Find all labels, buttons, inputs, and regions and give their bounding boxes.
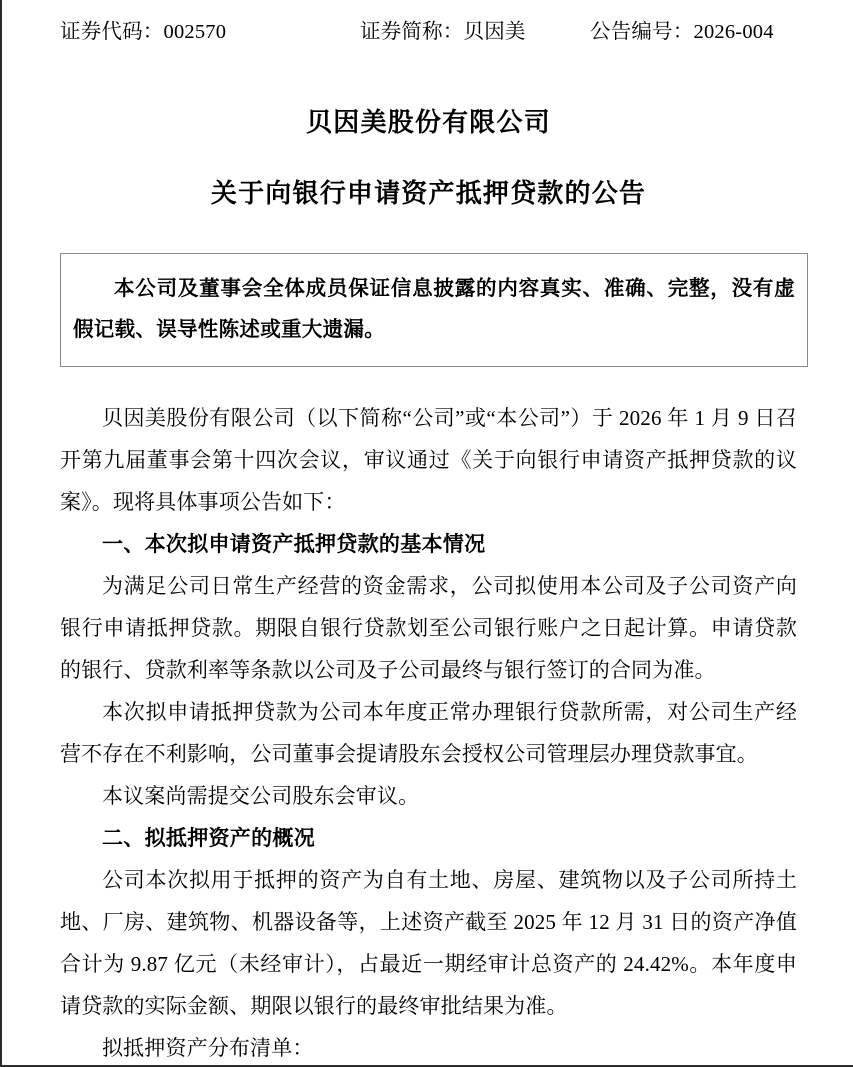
section-heading-one: 一、本次拟申请资产抵押贷款的基本情况 <box>102 532 486 556</box>
announcement-title: 关于向银行申请资产抵押贷款的公告 <box>210 179 647 208</box>
security-abbreviation-field: 证券简称：贝因美 <box>360 21 526 43</box>
document-header-row <box>60 0 797 44</box>
disclaimer-text: 本公司及董事会全体成员保证信息披露的内容真实、准确、完整，没有虚假记载、误导性陈述或重大遗漏。 <box>73 276 795 341</box>
announcement-number-field: 公告编号：2026-004 <box>590 21 774 43</box>
company-name-title: 贝因美股份有限公司 <box>306 108 551 137</box>
section-one-paragraph-2: 本次拟申请抵押贷款为公司本年度正常办理银行贷款所需，对公司生产经营不存在不利影响，公司董事会提请股东会授权公司管理层办理贷款事宜。 <box>60 700 797 766</box>
security-code-field: 证券代码：002570 <box>60 21 227 43</box>
section-one-paragraph-3: 本议案尚需提交公司股东会审议。 <box>102 784 420 808</box>
section-two-paragraph-2: 拟抵押资产分布清单： <box>102 1036 314 1060</box>
document-body <box>60 397 797 1067</box>
disclaimer-box <box>60 253 808 367</box>
intro-paragraph: 贝因美股份有限公司（以下简称“公司”或“本公司”）于 2026 年 1 月 9 日召开第九届董事会第十四次会议，审议通过《关于向银行申请资产抵押贷款的议案》。现将具体事项公告如下： <box>60 406 797 514</box>
page-content <box>60 0 797 1067</box>
section-heading-two: 二、拟抵押资产的概况 <box>102 826 315 850</box>
section-two-paragraph-1: 公司本次拟用于抵押的资产为自有土地、房屋、建筑物以及子公司所持土地、厂房、建筑物、机器设备等，上述资产截至 2025 年 12 月 31 日的资产净值合计为 9.87 亿元（未经审计），占最近一期经审计总资产的 24.42%。本年度申请贷款的实际金额、期限以银行的最终审批结果为准。 <box>60 868 797 1018</box>
section-one-paragraph-1: 为满足公司日常生产经营的资金需求，公司拟使用本公司及子公司资产向银行申请抵押贷款。期限自银行贷款划至公司银行账户之日起计算。申请贷款的银行、贷款利率等条款以公司及子公司最终与银行签订的合同为准。 <box>60 574 797 682</box>
